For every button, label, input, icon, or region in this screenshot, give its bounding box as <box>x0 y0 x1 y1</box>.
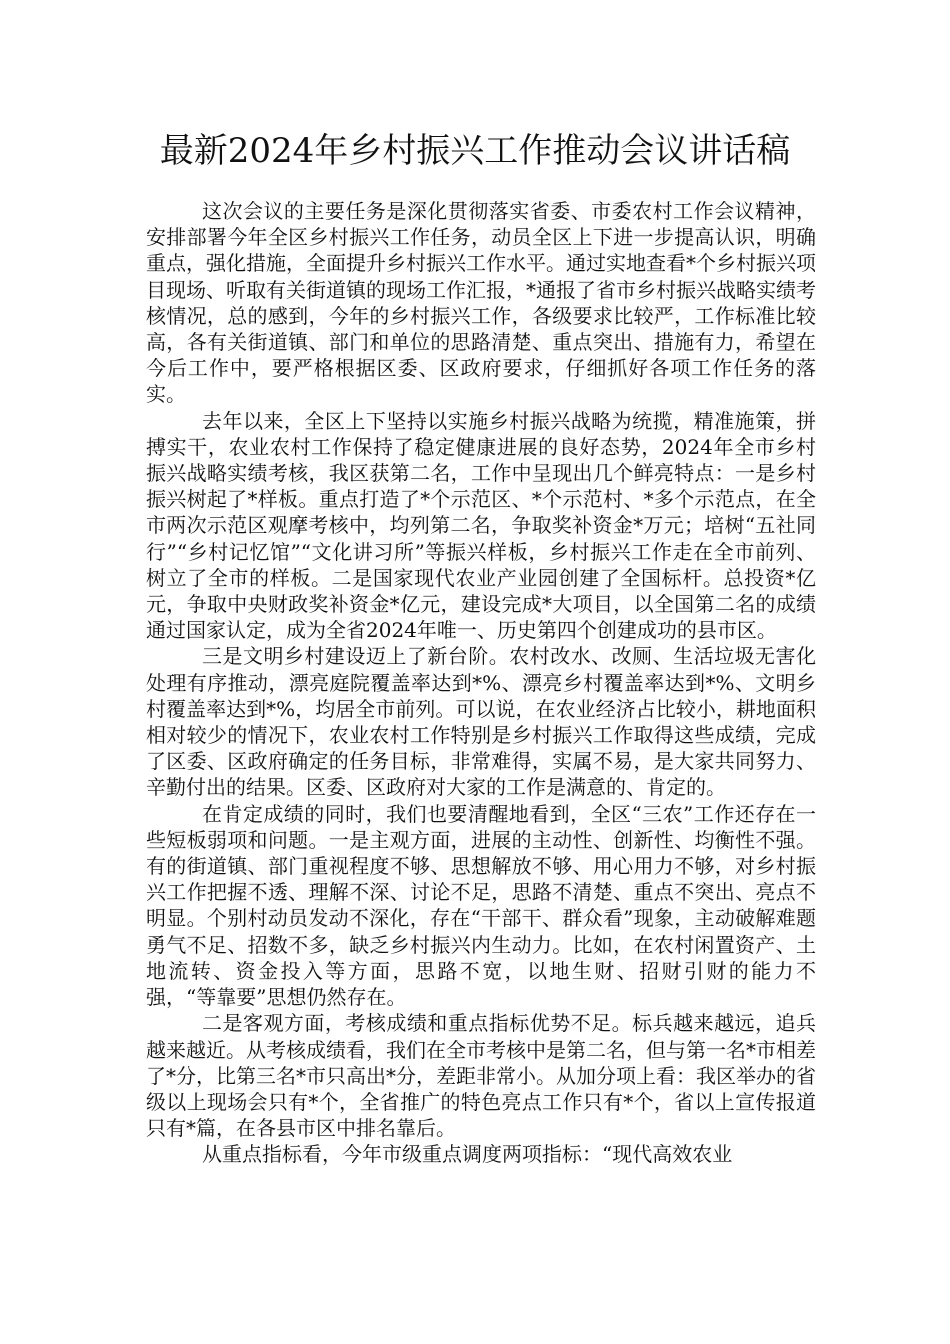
paragraph-6: 从重点指标看，今年市级重点调度两项指标：“现代高效农业 <box>202 1142 733 1167</box>
paragraph-5: 二是客观方面，考核成绩和重点指标优势不足。标兵越来越远，追兵越来越近。从考核成绩看，我们在全市考核中是第二名，但与第一名*市相差了*分，比第三名*市只高出*分，差距非常小。从加分项上看：我区举办的省级以上现场会只有*个，全省推广的特色亮点工作只有*个，省以上宣传报道只有*篇，在各县市区中排名靠后。 <box>146 1011 816 1141</box>
paragraph-1: 这次会议的主要任务是深化贯彻落实省委、市委农村工作会议精神，安排部署今年全区乡村振兴工作任务，动员全区上下进一步提高认识，明确重点，强化措施，全面提升乡村振兴工作水平。通过实地查看*个乡村振兴项目现场、听取有关街道镇的现场工作汇报，*通报了省市乡村振兴战略实绩考核情况，总的感到，今年的乡村振兴工作，各级要求比较严，工作标准比较高，各有关街道镇、部门和单位的思路清楚、重点突出、措施有力，希望在今后工作中，要严格根据区委、区政府要求，仔细抓好各项工作任务的落实。 <box>146 199 816 407</box>
document-body <box>146 198 816 1168</box>
paragraph-2: 去年以来，全区上下坚持以实施乡村振兴战略为统揽，精准施策，拼搏实干，农业农村工作保持了稳定健康进展的良好态势，2024年全市乡村振兴战略实绩考核，我区获第二名，工作中呈现出几个鲜亮特点：一是乡村振兴树起了*样板。重点打造了*个示范区、*个示范村、*多个示范点，在全市两次示范区观摩考核中，均列第二名，争取奖补资金*万元；培树“五社同行”“乡村记忆馆”“文化讲习所”等振兴样板，乡村振兴工作走在全市前列、树立了全市的样板。二是国家现代农业产业园创建了全国标杆。总投资*亿元，争取中央财政奖补资金*亿元，建设完成*大项目，以全国第二名的成绩通过国家认定，成为全省2024年唯一、历史第四个创建成功的县市区。 <box>146 408 816 643</box>
document-title: 最新2024年乡村振兴工作推动会议讲话稿 <box>159 131 791 171</box>
paragraph-4: 在肯定成绩的同时，我们也要清醒地看到，全区“三农”工作还存在一些短板弱项和问题。一是主观方面，进展的主动性、创新性、均衡性不强。有的街道镇、部门重视程度不够、思想解放不够、用心用力不够，对乡村振兴工作把握不透、理解不深、讨论不足，思路不清楚、重点不突出、亮点不明显。个别村动员发动不深化，存在“干部干、群众看”现象，主动破解难题勇气不足、招数不多，缺乏乡村振兴内生动力。比如，在农村闲置资产、土地流转、资金投入等方面，思路不宽，以地生财、招财引财的能力不强，“等靠要”思想仍然存在。 <box>146 801 816 1010</box>
paragraph-3: 三是文明乡村建设迈上了新台阶。农村改水、改厕、生活垃圾无害化处理有序推动，漂亮庭院覆盖率达到*%、漂亮乡村覆盖率达到*%、文明乡村覆盖率达到*%，均居全市前列。可以说，在农业经济占比较小，耕地面积相对较少的情况下，农业农村工作特别是乡村振兴工作取得这些成绩，完成了区委、区政府确定的任务目标，非常难得，实属不易，是大家共同努力、辛勤付出的结果。区委、区政府对大家的工作是满意的、肯定的。 <box>146 644 816 800</box>
